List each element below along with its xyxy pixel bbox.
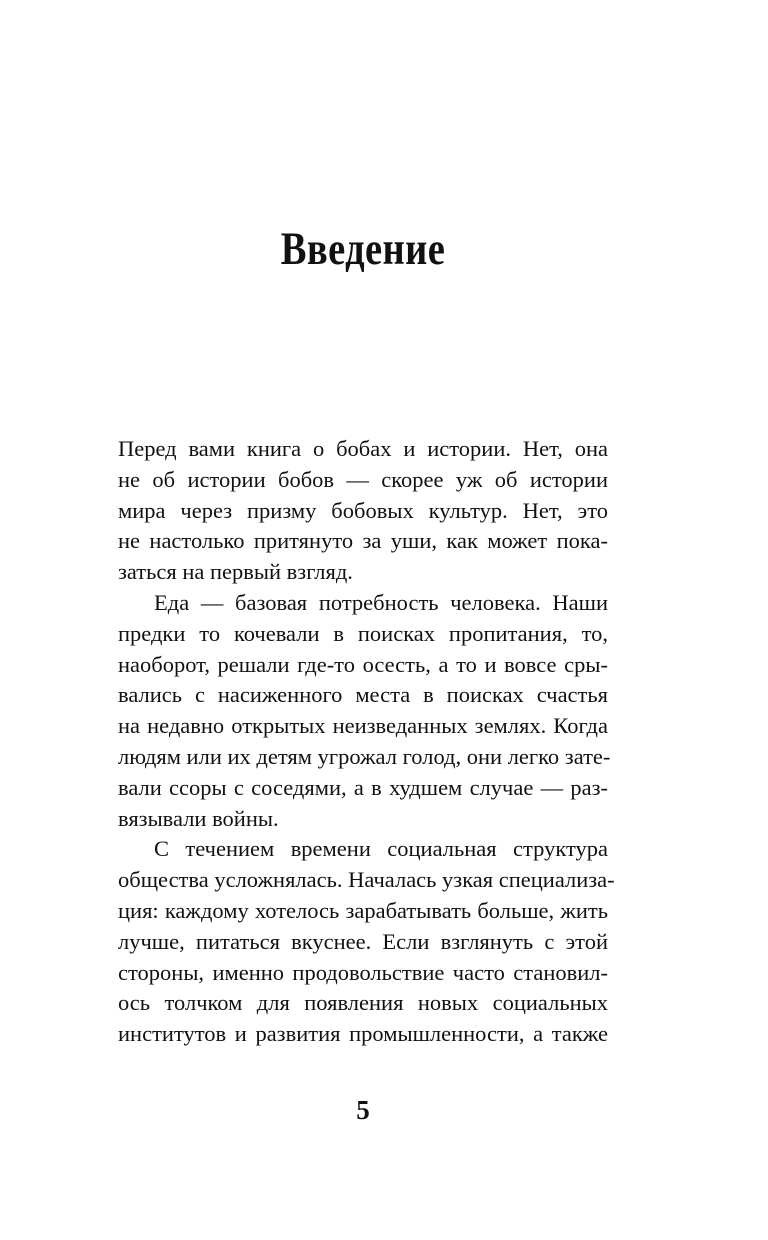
text-line: вали ссоры с соседями, а в худшем случае — раз- (118, 774, 608, 800)
text-line: Перед вами книга о бобах и истории. Нет, она (118, 436, 608, 461)
text-line: ция: каждому хотелось зарабатывать больше, жить (118, 897, 608, 923)
body-text (118, 434, 615, 1050)
text-line: ось толчком для появления новых социальных (118, 990, 608, 1016)
text-line: заться на первый взгляд. (118, 559, 353, 585)
text-line: Еда — базовая потребность человека. Наши (154, 589, 608, 615)
text-line: лучше, питаться вкуснее. Если взглянуть с этой (118, 928, 608, 954)
text-line: вязывали войны. (118, 805, 279, 831)
page-number: 5 (356, 1095, 370, 1125)
text-line: институтов и развития промышленности, а также (118, 1021, 608, 1047)
text-line: на недавно открытых неизведанных землях. Когда (118, 713, 608, 739)
text-line: наоборот, решали где-то осесть, а то и вовсе сры- (118, 651, 608, 677)
text-line: предки то кочевали в поисках пропитания, то, (118, 620, 608, 646)
text-line: людям или их детям угрожал голод, они легко зате- (118, 743, 611, 769)
text-line: стороны, именно продовольствие часто становил- (118, 959, 608, 985)
text-line: мира через призму бобовых культур. Нет, это (118, 497, 608, 523)
text-line: С течением времени социальная структура (154, 836, 608, 862)
text-line: не настолько притянуто за уши, как может пока- (118, 528, 608, 554)
text-line: не об истории бобов — скорее уж об истории (118, 466, 608, 492)
chapter-title: Введение (280, 223, 446, 275)
text-line: вались с насиженного места в поисках счастья (118, 682, 608, 708)
text-line: общества усложнялась. Началась узкая специализа- (118, 867, 615, 893)
